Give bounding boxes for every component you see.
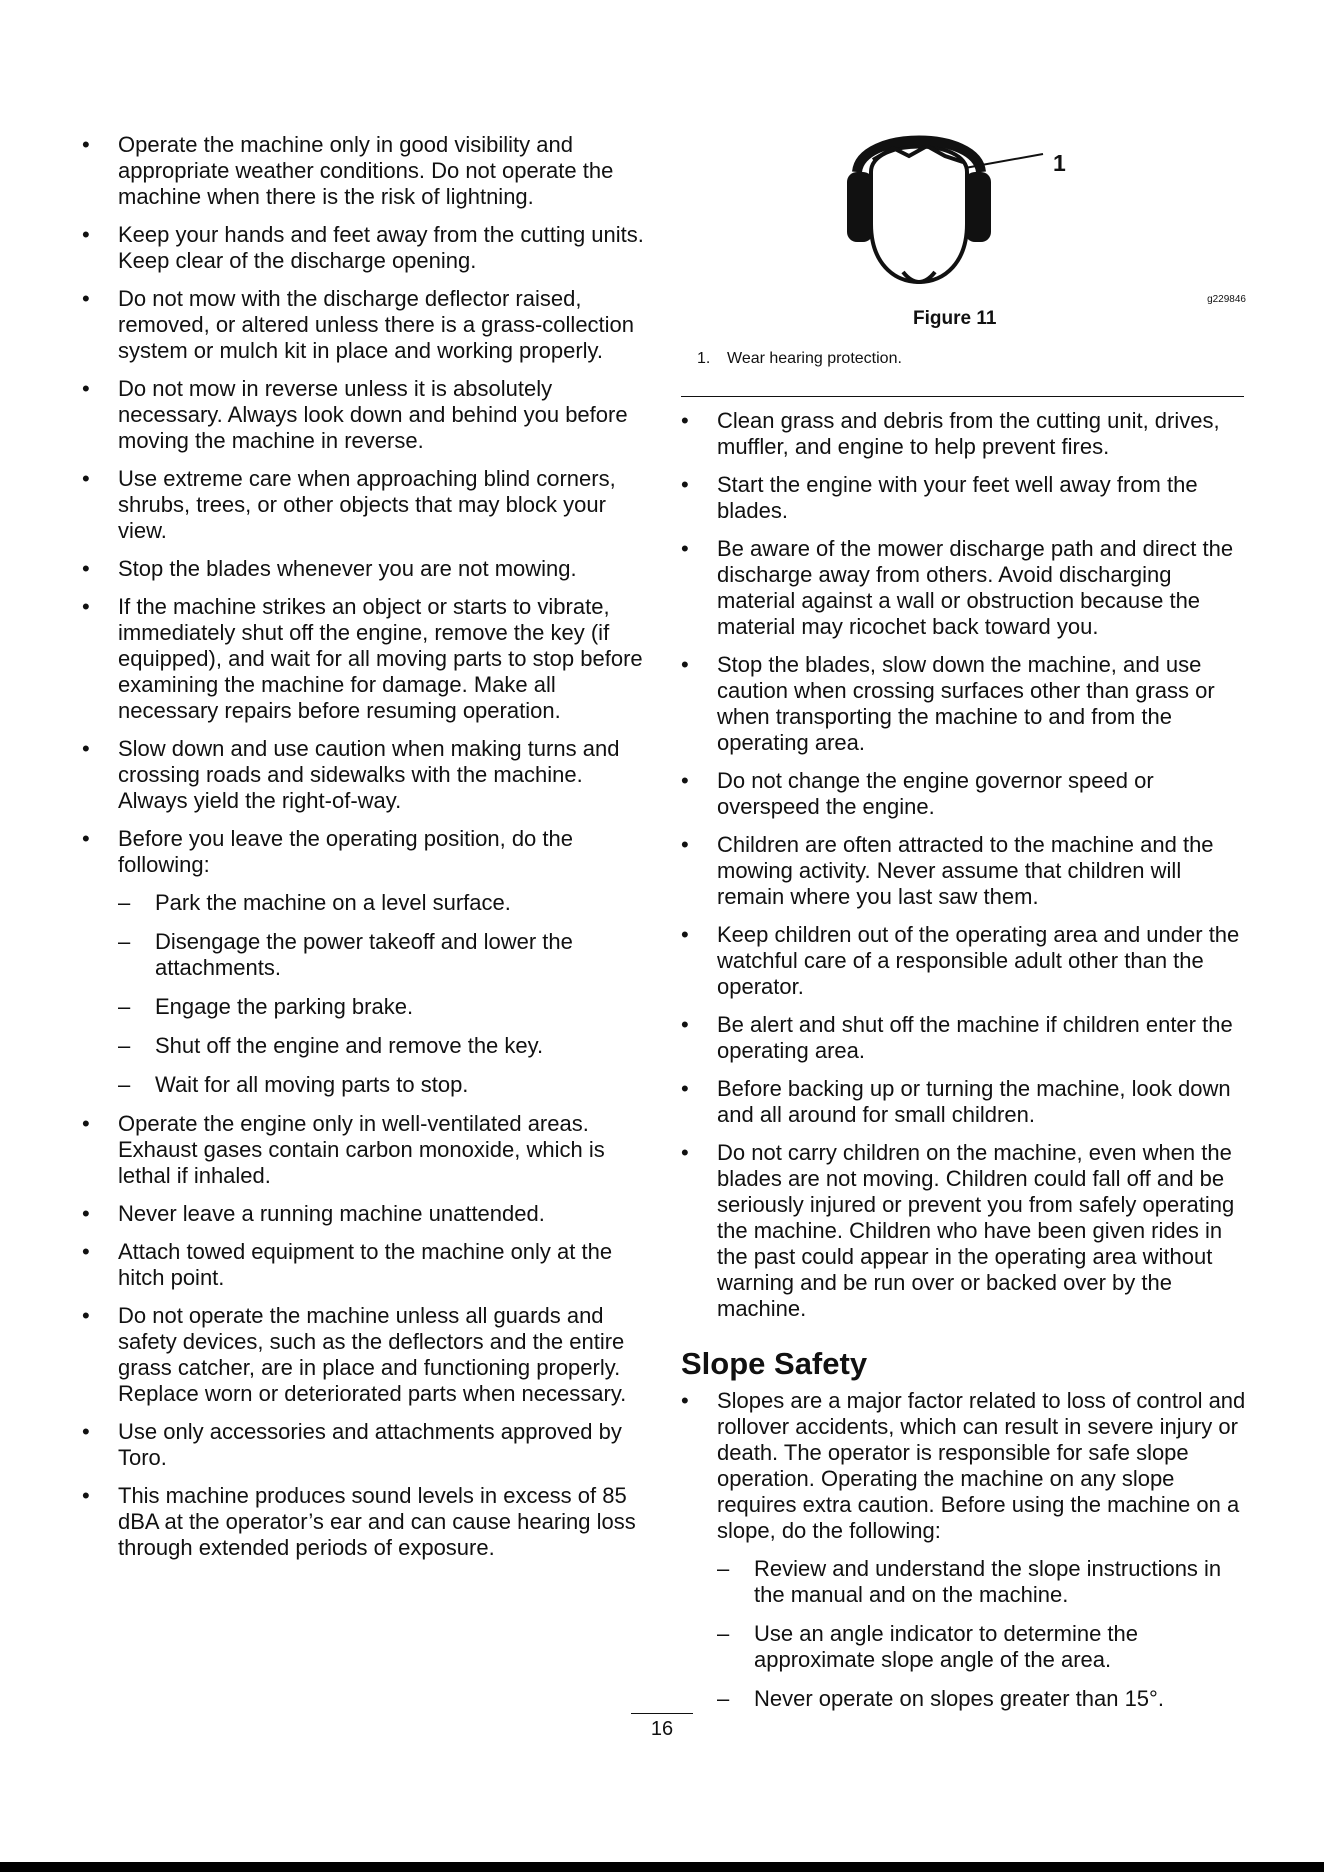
list-item (82, 594, 652, 724)
page-number: 16 (650, 1718, 674, 1740)
list-item (82, 376, 652, 454)
sub-list (118, 890, 652, 1098)
list-item-text: • Before backing up or turning the machine, look down and all around for small children. (717, 1076, 1231, 1127)
list-item-text: • Operate the machine only in good visibility and appropriate weather conditions. Do not operate the machine when there is the risk of lightning. (118, 132, 614, 209)
list-item (681, 1140, 1246, 1322)
legend-number: 1. (697, 350, 711, 367)
list-item (82, 1419, 652, 1471)
list-item (681, 652, 1246, 756)
list-item (82, 222, 652, 274)
list-item (82, 1201, 652, 1227)
list-item-text: • Do not mow in reverse unless it is absolutely necessary. Always look down and behind you before moving the machine in reverse. (118, 376, 628, 453)
list-item-text: • Be alert and shut off the machine if children enter the operating area. (717, 1012, 1233, 1063)
list-item (82, 466, 652, 544)
list-item-text: • Do not mow with the discharge deflector raised, removed, or altered unless there is a grass-collection system or mulch kit in place and working properly. (118, 286, 635, 363)
sub-list-item: – Review and understand the slope instructions in the manual and on the machine. (717, 1556, 1246, 1608)
list-item (82, 1303, 652, 1407)
list-item-text: • Never leave a running machine unattended. (118, 1201, 545, 1226)
list-item-text: • Keep children out of the operating area and under the watchful care of a responsible adult other than the operator. (717, 922, 1240, 999)
list-item-text: • Do not operate the machine unless all guards and safety devices, such as the deflectors and the entire grass catcher, are in place and functioning properly. Replace worn or deteriorated parts when necessary. (118, 1303, 627, 1406)
figure-divider (681, 396, 1244, 397)
list-item (82, 1111, 652, 1189)
figure-11 (681, 132, 1246, 402)
list-item (82, 556, 652, 582)
list-item-text: • Slopes are a major factor related to loss of control and rollover accidents, which can result in severe injury or death. The operator is responsible for safe slope operation. Operating the machine on any slope requires extra caution. Before using the machine on a slope, do the following: (717, 1388, 1246, 1543)
figure-legend (697, 350, 902, 368)
list-item-text: • Keep your hands and feet away from the cutting units. Keep clear of the discharge opening. (118, 222, 644, 273)
list-item (681, 408, 1246, 460)
page-bottom-edge (0, 1862, 1324, 1872)
list-item (82, 1483, 652, 1561)
list-item (681, 768, 1246, 820)
list-item-text: • Operate the engine only in well-ventilated areas. Exhaust gases contain carbon monoxide, which is lethal if inhaled. (118, 1111, 605, 1188)
hearing-protection-headset-icon (837, 132, 1067, 292)
list-item (681, 1012, 1246, 1064)
figure-code: g229846 (1207, 294, 1246, 305)
legend-text: Wear hearing protection. (727, 350, 902, 367)
list-item (82, 132, 652, 210)
left-column (82, 132, 652, 1573)
list-item-text: • Before you leave the operating position, do the following: (118, 826, 573, 877)
list-item-text: • Children are often attracted to the machine and the mowing activity. Never assume that children will remain where you last saw them. (717, 832, 1214, 909)
sub-list-item: – Park the machine on a level surface. (118, 890, 652, 916)
sub-list-item: – Engage the parking brake. (118, 994, 652, 1020)
list-item (681, 832, 1246, 910)
list-item-text: • Slow down and use caution when making turns and crossing roads and sidewalks with the machine. Always yield the right-of-way. (118, 736, 620, 813)
sub-list-item: – Shut off the engine and remove the key. (118, 1033, 652, 1059)
list-item-text: • Do not carry children on the machine, even when the blades are not moving. Children could fall off and be seriously injured or prevent you from safely operating the machine. Children who have been given rides in the past could appear in the operating area without warning and be run over or backed over by the machine. (717, 1140, 1235, 1321)
list-item (681, 1388, 1246, 1712)
sub-list-item: – Disengage the power takeoff and lower the attachments. (118, 929, 652, 981)
list-item (681, 472, 1246, 524)
list-item (82, 1239, 652, 1291)
list-item (82, 736, 652, 814)
right-bullet-list (681, 408, 1246, 1322)
list-item-text: • Use extreme care when approaching blind corners, shrubs, trees, or other objects that may block your view. (118, 466, 616, 543)
list-item-text: • This machine produces sound levels in excess of 85 dBA at the operator’s ear and can cause hearing loss through extended periods of exposure. (118, 1483, 636, 1560)
list-item-text: • Stop the blades, slow down the machine, and use caution when crossing surfaces other than grass or when transporting the machine to and from the operating area. (717, 652, 1215, 755)
list-item-text: • Do not change the engine governor speed or overspeed the engine. (717, 768, 1154, 819)
slope-bullet-list (681, 1388, 1246, 1712)
right-column (681, 408, 1246, 1725)
list-item-text: • Stop the blades whenever you are not mowing. (118, 556, 577, 581)
figure-title: Figure 11 (913, 308, 997, 329)
list-item-text: • Use only accessories and attachments approved by Toro. (118, 1419, 622, 1470)
list-item (82, 826, 652, 1098)
list-item-text: • Be aware of the mower discharge path and direct the discharge away from others. Avoid discharging material against a wall or obstruction because the material may ricochet back toward you. (717, 536, 1234, 639)
sub-list-item: – Use an angle indicator to determine the approximate slope angle of the area. (717, 1621, 1246, 1673)
sub-list-item: – Wait for all moving parts to stop. (118, 1072, 652, 1098)
callout-number: 1 (1053, 150, 1066, 176)
section-heading-slope-safety: Slope Safety (681, 1346, 868, 1381)
sub-list-item: – Never operate on slopes greater than 15°. (717, 1686, 1246, 1712)
list-item-text: • Clean grass and debris from the cutting unit, drives, muffler, and engine to help prevent fires. (717, 408, 1220, 459)
list-item (681, 536, 1246, 640)
list-item (681, 1076, 1246, 1128)
sub-list (717, 1556, 1246, 1712)
list-item-text: • Start the engine with your feet well away from the blades. (717, 472, 1198, 523)
left-bullet-list (82, 132, 652, 1561)
list-item (681, 922, 1246, 1000)
page-number-rule (631, 1713, 693, 1714)
list-item-text: • Attach towed equipment to the machine only at the hitch point. (118, 1239, 613, 1290)
list-item (82, 286, 652, 364)
list-item-text: • If the machine strikes an object or starts to vibrate, immediately shut off the engine, remove the key (if equipped), and wait for all moving parts to stop before examining the machine for damage. Make all necessary repairs before resuming operation. (118, 594, 643, 723)
